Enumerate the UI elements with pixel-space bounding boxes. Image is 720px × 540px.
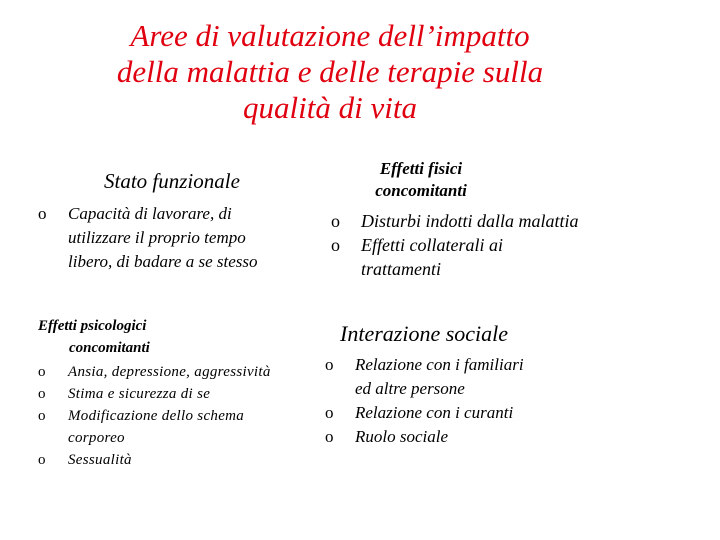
list-effetti-fisici: [331, 209, 581, 281]
list-interazione-sociale: [325, 353, 525, 449]
list-item-text: Ruolo sociale: [355, 427, 449, 446]
list-item: [331, 233, 581, 281]
heading-line: concomitanti: [69, 340, 150, 356]
bullet-marker: o: [325, 403, 334, 422]
slide-title: [60, 18, 600, 126]
heading-line: concomitanti: [375, 181, 467, 200]
list-item: [38, 361, 278, 383]
title-line-2: della malattia e delle terapie sulla: [116, 54, 544, 89]
bullet-marker: o: [325, 355, 334, 374]
list-item-text: Relazione con i curanti: [355, 403, 514, 422]
list-item-text: Capacità di lavorare, di utilizzare il proprio tempo libero, di badare a se stesso: [68, 204, 258, 271]
heading-stato-funzionale: Stato funzionale: [104, 169, 240, 193]
bullet-marker: o: [38, 408, 46, 424]
heading-line: Effetti fisici: [379, 159, 463, 178]
list-item: [331, 209, 581, 233]
bullet-marker: o: [38, 452, 46, 468]
heading-line: Effetti psicologici: [38, 318, 147, 334]
list-item: [38, 383, 278, 405]
bullet-marker: o: [38, 364, 46, 380]
bullet-marker: o: [331, 211, 340, 231]
title-line-1: Aree di valutazione dell’impatto: [130, 18, 530, 53]
bullet-marker: o: [38, 386, 46, 402]
bullet-marker: o: [331, 235, 340, 255]
title-line-3: qualità di vita: [243, 90, 417, 125]
list-item-text: Stima e sicurezza di se: [68, 386, 211, 402]
list-item-text: Disturbi indotti dalla malattia: [361, 211, 579, 231]
heading-interazione-sociale: Interazione sociale: [340, 321, 509, 346]
list-item: [325, 401, 525, 425]
list-item: [38, 202, 288, 274]
bullet-marker: o: [38, 204, 47, 223]
list-item-text: Modificazione dello schema corporeo: [68, 408, 245, 446]
list-item-text: Effetti collaterali ai trattamenti: [361, 235, 503, 279]
list-item: [38, 449, 278, 471]
list-item: [325, 353, 525, 401]
heading-effetti-fisici: [362, 158, 480, 202]
list-item: [325, 425, 525, 449]
list-stato-funzionale: [38, 202, 288, 274]
list-effetti-psicologici: [38, 361, 278, 471]
heading-effetti-psicologici: [38, 315, 150, 359]
list-item-text: Ansia, depressione, aggressività: [68, 364, 271, 380]
bullet-marker: o: [325, 427, 334, 446]
list-item-text: Relazione con i familiari ed altre persone: [355, 355, 524, 398]
list-item-text: Sessualità: [68, 452, 132, 468]
list-item: [38, 405, 278, 449]
